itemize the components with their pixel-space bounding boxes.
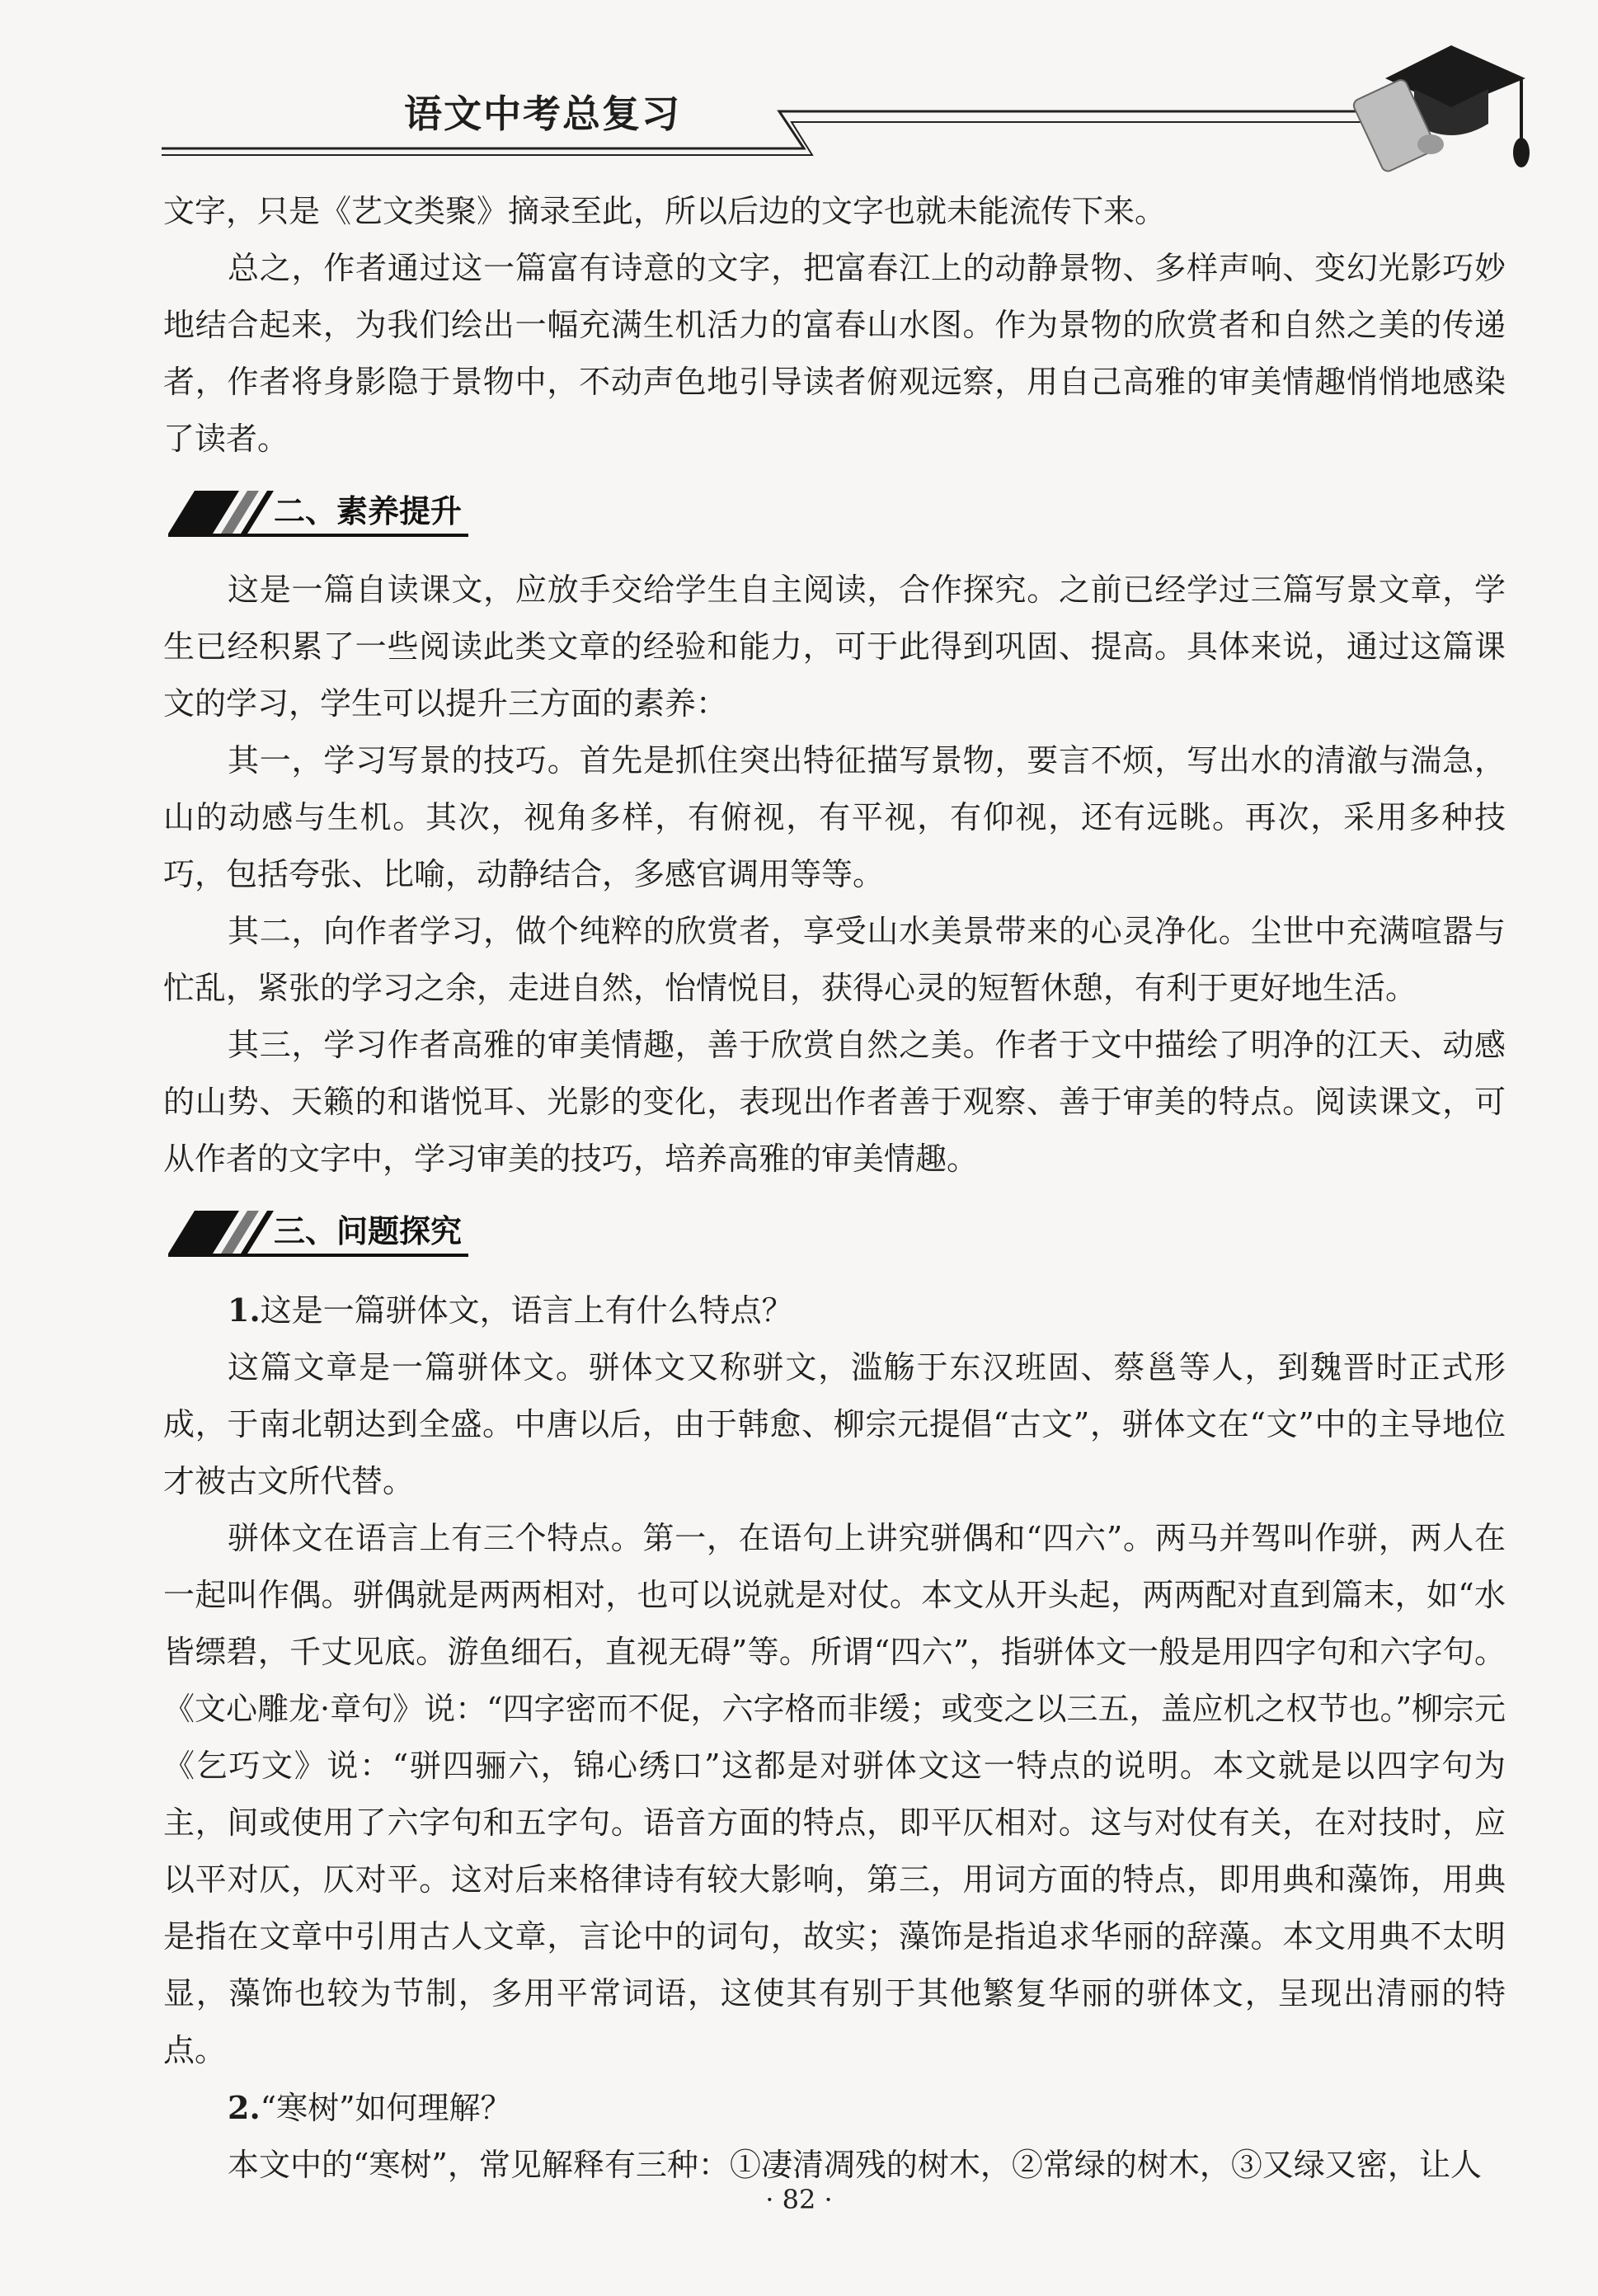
paragraph: 本文中的“寒树”，常见解释有三种：①凄清凋残的树木，②常绿的树木，③又绿又密，让人 — [228, 2147, 1482, 2183]
paragraph: 文字，只是《艺文类聚》摘录至此，所以后边的文字也就未能流传下来。 — [163, 193, 1167, 229]
header-decoration — [0, 0, 1598, 181]
paragraph: 这是一篇自读课文，应放手交给学生自主阅读，合作探究。之前已经学过三篇写景文章，学生已经积累了一些阅读此类文章的经验和能力，可于此得到巩固、提高。具体来说，通过这篇课文的学习，学生可以提升三方面的素养： — [163, 572, 1506, 722]
question-number: 2. — [228, 2089, 261, 2126]
question-text: “寒树”如何理解？ — [260, 2090, 512, 2126]
page-header — [0, 0, 1598, 181]
question-text: 这是一篇骈体文，语言上有什么特点？ — [260, 1292, 793, 1329]
paragraph: 这篇文章是一篇骈体文。骈体文又称骈文，滥觞于东汉班固、蔡邕等人，到魏晋时正式形成，于南北朝达到全盛。中唐以后，由于韩愈、柳宗元提倡“古文”，骈体文在“文”中的主导地位才被古文所代替。 — [163, 1349, 1506, 1499]
page-title: 语文中考总复习 — [404, 92, 681, 136]
question-number: 1. — [228, 1292, 261, 1329]
section-heading-3 — [163, 1204, 1506, 1259]
section-title: 二、素养提升 — [274, 493, 463, 529]
page-number: · 82 · — [765, 2184, 833, 2215]
section-heading-2 — [163, 484, 1506, 539]
section-title: 三、问题探究 — [274, 1213, 463, 1249]
paragraph: 其二，向作者学习，做个纯粹的欣赏者，享受山水美景带来的心灵净化。尘世中充满喧嚣与忙乱，紧张的学习之余，走进自然，怡情悦目，获得心灵的短暂休憩，有利于更好地生活。 — [163, 913, 1506, 1006]
paragraph: 骈体文在语言上有三个特点。第一，在语句上讲究骈偶和“四六”。两马并驾叫作骈，两人在一起叫作偶。骈偶就是两两相对，也可以说就是对仗。本文从开头起，两两配对直到篇末，如“水皆缥碧，千丈见底。游鱼细石，直视无碍”等。所谓“四六”，指骈体文一般是用四字句和六字句。《文心雕龙·章句》说：“四字密而不促，六字格而非缓；或变之以三五，盖应机之权节也。”柳宗元《乞巧文》说：“骈四骊六，锦心绣口”这都是对骈体文这一特点的说明。本文就是以四字句为主，间或使用了六字句和五字句。语音方面的特点，即平仄相对。这与对仗有关，在对技时，应以平对仄，仄对平。这对后来格律诗有较大影响，第三，用词方面的特点，即用典和藻饰，用典是指在文章中引用古人文章，言论中的词句，故实；藻饰是指追求华丽的辞藻。本文用典不太明显，藻饰也较为节制，多用平常词语，这使其有别于其他繁复华丽的骈体文，呈现出清丽的特点。 — [163, 1520, 1506, 2068]
question-1 — [163, 1282, 1506, 1339]
question-2 — [163, 2079, 1506, 2137]
page-body — [163, 183, 1506, 2194]
paragraph: 总之，作者通过这一篇富有诗意的文字，把富春江上的动静景物、多样声响、变幻光影巧妙地结合起来，为我们绘出一幅充满生机活力的富春山水图。作为景物的欣赏者和自然之美的传递者，作者将身影隐于景物中，不动声色地引导读者俯观远察，用自己高雅的审美情趣悄悄地感染了读者。 — [163, 250, 1506, 457]
paragraph: 其三，学习作者高雅的审美情趣，善于欣赏自然之美。作者于文中描绘了明净的江天、动感的山势、天籁的和谐悦耳、光影的变化，表现出作者善于观察、善于审美的特点。阅读课文，可从作者的文字中，学习审美的技巧，培养高雅的审美情趣。 — [163, 1027, 1506, 1177]
paragraph: 其一，学习写景的技巧。首先是抓住突出特征描写景物，要言不烦，写出水的清澈与湍急，山的动感与生机。其次，视角多样，有俯视，有平视，有仰视，还有远眺。再次，采用多种技巧，包括夸张、比喻，动静结合，多感官调用等等。 — [163, 742, 1506, 892]
